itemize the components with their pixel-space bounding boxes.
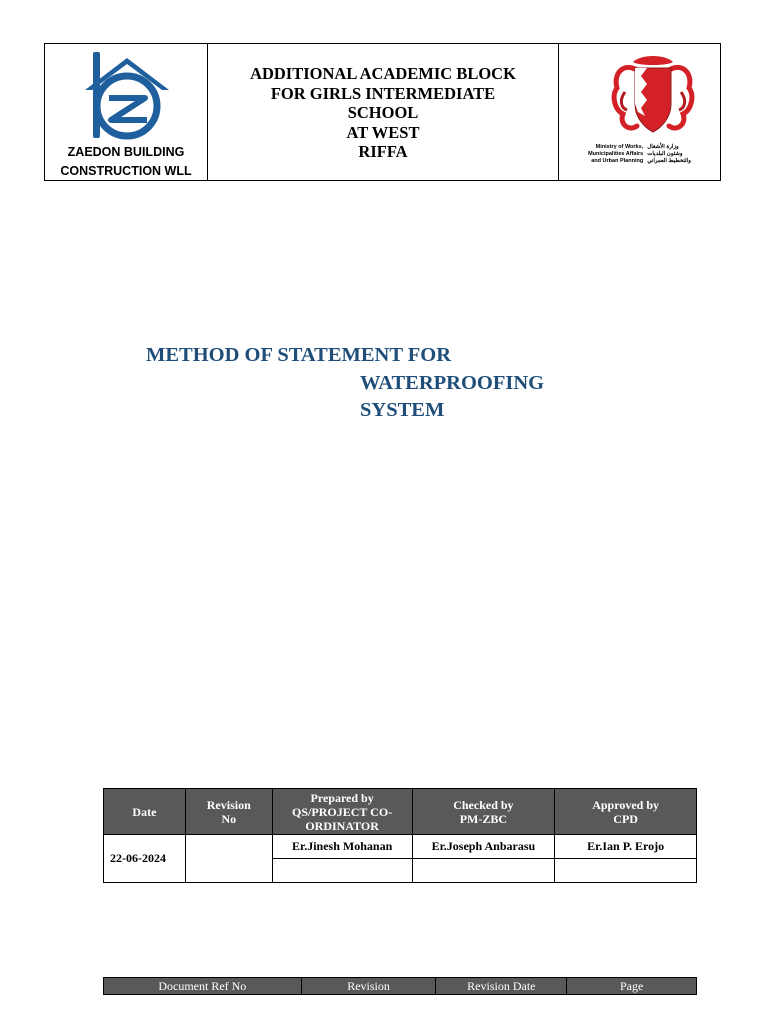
ministry-ar-line3: والتخطيط العمراني <box>647 158 691 164</box>
ministry-name <box>559 144 720 165</box>
ministry-ar-line1: وزارة الأشغال <box>647 144 679 150</box>
document-header <box>44 43 721 181</box>
table-row <box>104 835 697 859</box>
company-name-line2: CONSTRUCTION WLL <box>60 164 192 178</box>
header-revision-label: Revision <box>206 797 251 812</box>
footer-row <box>104 978 697 995</box>
company-logo-icon <box>81 50 173 142</box>
header-revision-no <box>185 789 272 835</box>
revision-table-header-row <box>104 789 697 835</box>
footer-revision: Revision <box>301 978 436 995</box>
header-approved-by <box>555 789 697 835</box>
header-checked-by <box>412 789 555 835</box>
project-title-line3: SCHOOL <box>347 103 419 123</box>
document-title-line3: SYSTEM <box>360 399 445 421</box>
document-title-line1: METHOD OF STATEMENT FOR <box>146 344 452 366</box>
header-checked-label: Checked by <box>453 797 514 812</box>
ministry-en-line2: Municipalities Affairs <box>588 151 644 157</box>
approved-signature-cell <box>555 859 697 883</box>
header-prepared-label: Prepared by <box>310 790 374 805</box>
project-title-line5: RIFFA <box>358 142 408 162</box>
prepared-signature-cell <box>272 859 412 883</box>
project-title-line2: FOR GIRLS INTERMEDIATE <box>270 83 496 103</box>
ministry-logo-cell <box>559 44 720 180</box>
project-title-line1: ADDITIONAL ACADEMIC BLOCK <box>250 64 516 84</box>
company-name <box>45 143 207 181</box>
document-title-line2: WATERPROOFING <box>360 372 545 394</box>
header-date-label: Date <box>132 804 157 819</box>
revision-value <box>185 835 272 883</box>
checked-by-name: Er.Joseph Anbarasu <box>412 835 555 859</box>
company-name-line1: ZAEDON BUILDING <box>67 145 185 159</box>
checked-signature-cell <box>412 859 555 883</box>
header-date <box>104 789 186 835</box>
header-approved-label: Approved by <box>592 797 660 812</box>
header-checked-role: PM-ZBC <box>459 811 508 826</box>
header-revision-no-label: No <box>221 811 237 826</box>
revision-table <box>103 788 697 883</box>
project-title <box>250 64 516 162</box>
prepared-by-name: Er.Jinesh Mohanan <box>272 835 412 859</box>
ministry-name-ar <box>647 144 691 165</box>
company-logo-cell <box>45 44 208 180</box>
header-approved-role: CPD <box>613 811 638 826</box>
bahrain-emblem-icon <box>607 52 699 140</box>
project-title-line4: AT WEST <box>346 122 420 142</box>
ministry-ar-line2: وشئون البلديات <box>647 151 683 157</box>
approved-by-name: Er.Ian P. Erojo <box>555 835 697 859</box>
footer-page: Page <box>567 978 697 995</box>
date-value: 22-06-2024 <box>104 835 186 883</box>
ministry-en-line3: and Urban Planning <box>591 158 644 164</box>
ministry-name-en <box>588 144 643 165</box>
ministry-en-line1: Ministry of Works, <box>595 144 644 150</box>
footer-revision-date: Revision Date <box>436 978 567 995</box>
header-prepared-role-2: ORDINATOR <box>305 818 379 833</box>
header-prepared-role-1: QS/PROJECT CO- <box>292 804 393 819</box>
header-prepared-by <box>272 789 412 835</box>
footer-table <box>103 977 697 995</box>
project-title-cell <box>208 44 559 180</box>
footer-doc-ref: Document Ref No <box>104 978 302 995</box>
